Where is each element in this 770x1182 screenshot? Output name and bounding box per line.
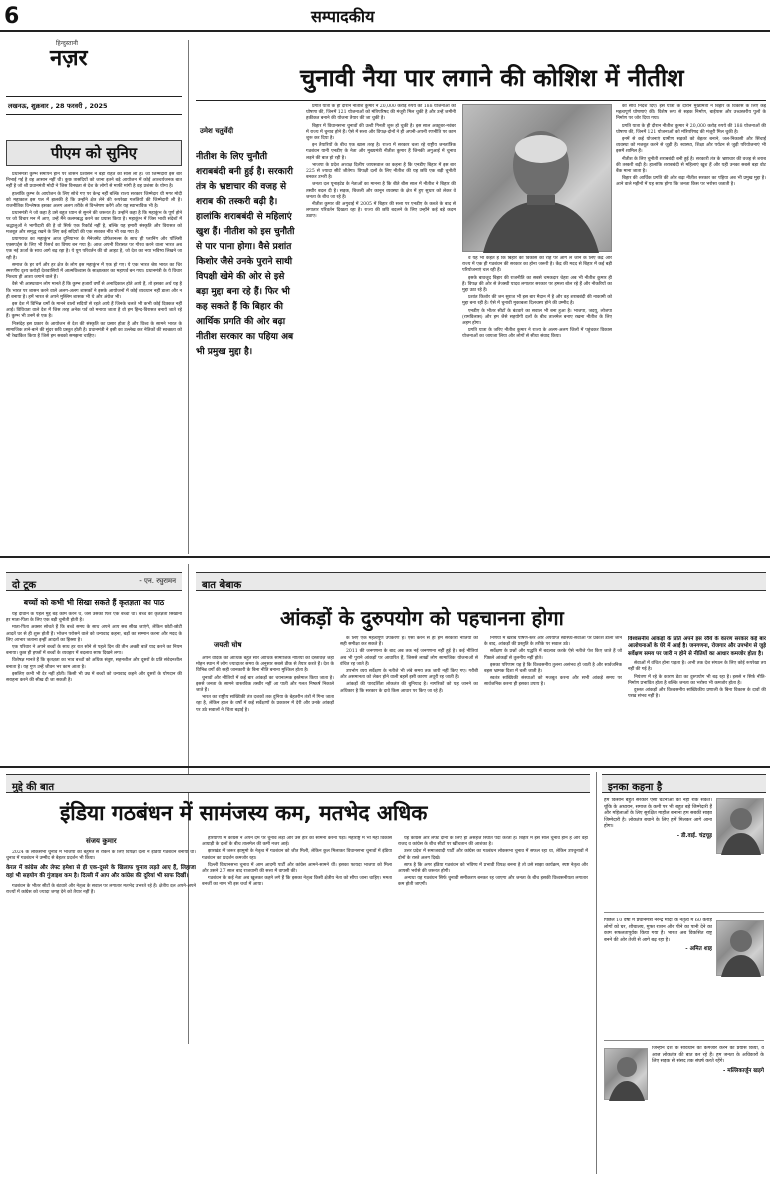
baat-bebaak-paragraph: स्वतंत्र सांख्यिकी संस्थाओं को मजबूत करना और सभी आंकड़े समय पर सार्वजनिक करना ही इसका उपाय है। (484, 676, 622, 688)
mudde-bar (6, 774, 590, 793)
quote-photo-2 (716, 920, 764, 976)
mudde-author: संजय कुमार (86, 837, 117, 845)
quote-3 (652, 1046, 764, 1172)
mudde-column-1 (6, 850, 196, 1170)
section-divider (0, 556, 770, 558)
editorial-paragraph: हालांकि कुम्भ के आयोजन के लिए सोचे गए पर केन्द्र नहीं बल्कि राज्य सरकार जिम्मेदार थी मगर मोदी को महाकाल इस पल में झलकी है कि उन्होंने क्षेत्र लेने की रूपरेखा गलतियों की जिम्मेदारी ली है। राजनीतिक विश्लेषक इसका अलग अलग तरीके से विश्लेषण करेंगे और यह स्वाभाविक भी है। (6, 191, 182, 210)
do-took-paragraph: एक परिवार ने अपने बच्चों के साथ हर रात सोने से पहले दिन की तीन अच्छी बातें याद करने का नियम बनाया। कुछ ही हफ्तों में बच्चों के व्यवहार में बदलाव साफ दिखने लगा। (6, 645, 182, 657)
lead-paragraph: को सीधे निर्देश दिए। इस यात्रा के दौरान मुख्यमंत्री ने बिहार के विकास के लिए कई महत्वपूर्ण घोषणाएं कीं। विशेष रूप से सड़क निर्माण, बाईपास और उच्चस्तरीय पुलों के निर्माण पर जोर दिया गया। (616, 104, 766, 122)
baat-bebaak-bold-callout: विश्वसनीय आंकड़ों के प्रति अपने इस रवैये के कारण सरकार कई बार आलोचनाओं के घेरे में आई है। जनगणना, रोजगार और उपभोग से जुड़े सर्वेक्षण समय पर जारी न होने से नीतियों का आधार कमजोर होता है। (628, 636, 766, 657)
baat-bebaak-paragraph: निर्णयों में खराब पोषण-स्तर और अपर्याप्त स्वास्थ्य-सेवाओं पर प्रकाश डाला जाने के बाद, आंकड़ों की प्रस्तुति के तरीके पर सवाल उठे। (484, 636, 622, 648)
portrait-icon (717, 799, 765, 855)
lead-paragraph: भाजपा के प्रदेश अध्यक्ष दिलीप जायसवाल का कहना है कि एनडीए बिहार में इस बार 225 से ज्यादा सीटें जीतेगा। विपक्षी दलों के लिए नीतीश की यह छवि एक बड़ी चुनौती बनकर उभरी है। (306, 162, 456, 181)
lead-author: उमेश चतुर्वेदी (200, 127, 234, 135)
quotes-title: इनका कहना है (608, 782, 663, 793)
lead-paragraph: बिहार की आर्थिक प्रगति की ओर बढ़ा नीतीश सरकार का पहिया अब भी प्रमुख मुद्दा है। आने वाले महीनों में यह साफ होगा कि जनता किस पर भरोसा जताती है। (616, 176, 766, 188)
editorial-body (6, 172, 182, 552)
column-divider (188, 40, 189, 554)
section-divider (0, 766, 770, 768)
mudde-headline: इंडिया गठबंधन में सामंजस्य कम, मतभेद अधिक (60, 801, 428, 825)
baat-bebaak-paragraph: इसका परिणाम यह है कि विश्वसनीय तुलना असंभव हो जाती है और सार्वजनिक बहस भ्रामक दिशा में चली जाती है। (484, 662, 622, 675)
editorial-title: पीएम को सुनिए (50, 144, 138, 162)
baat-bebaak-paragraph: उपभोग व्यय सर्वेक्षण के नतीजे भी लंबे समय तक जारी नहीं किए गए। गरीबी और असमानता को लेकर होने वाली बहसें इसी कारण अधूरी रह जाती हैं। (340, 669, 478, 681)
portrait-silhouette-icon (463, 105, 613, 253)
lead-paragraph: इनमें से कई योजनाएं ग्रामीण सड़कों को बेहतर बनाने, जल-निकासी और सिंचाई व्यवस्था को मजबूत करने से जुड़ी हैं। स्वास्थ्य, शिक्षा और पर्यटन से जुड़ी परियोजनाएं भी इसमें शामिल हैं। (616, 137, 766, 155)
baat-bebaak-paragraph: अपने वैदिक को आर्थिक बहुत सारे आर्थिक सामाजिक नीतियों की दस्तावेज़ जहाँ मोहन स्थान में लोग ज्यादातर समय के अनुसार सबसे ठीक से तैयार करते हैं। देश के विभिन्न वर्गों की सही जानकारी के बिना नीति बनाना मुश्किल होता है। (196, 656, 334, 674)
lead-paragraph: एनडीए के भीतर सीटों के बंटवारे का सवाल भी बना हुआ है। भाजपा, जदयू, लोजपा (रामविलास) और हम जैसे सहयोगी दलों के बीच तालमेल बनाए रखना नीतीश के लिए अहम होगा। (462, 308, 612, 327)
quote-divider (604, 912, 764, 913)
baat-bebaak-paragraph: दुरुस्त आंकड़ों और विश्वसनीय सांख्यिकीय प्रणाली के बिना विकास के दावों की परख संभव नहीं है। (628, 688, 766, 700)
baat-bebaak-paragraph: भारत का राष्ट्रीय सांख्यिकी तंत्र दशकों तक दुनिया के बेहतरीन तंत्रों में गिना जाता रहा है, लेकिन हाल के वर्षों में कई सर्वेक्षणों के प्रकाशन में देरी और उनके आंकड़ों पर उठे सवालों ने चिंता बढ़ाई है। (196, 695, 334, 713)
do-took-paragraph: माता-पिता अक्सर सोचते हैं कि बच्चे समय के साथ अपने आप सब सीख जाएंगे, लेकिन छोटी-छोटी आदतें घर से ही शुरू होती हैं। भोजन परोसने वाले को धन्यवाद कहना, बड़ों का सम्मान करना और मदद के लिए आभार जताना इन्हीं आदतों का हिस्सा है। (6, 625, 182, 643)
lead-paragraph: नीतीश कुमार की अगुवाई में 2005 में बिहार की सत्ता पर एनडीए के कब्जे के बाद से लगातार परिवर्तन दिखता रहा है। राज्य की छवि बदलने के लिए उन्होंने कई बड़े कदम उठाए। (306, 202, 456, 220)
lead-column-3 (616, 104, 766, 552)
lead-paragraph: प्रशांत किशोर की जन सुराज भी इस बार मैदान में है और वह शराबबंदी की नाकामी को मुद्दा बना रही है। ऐसे में चुनावी मुकाबला दिलचस्प होने की उम्मीद है। (462, 295, 612, 307)
quote-2 (604, 918, 712, 1036)
masthead-brand-small: हिन्दुस्तानी (56, 40, 78, 47)
lead-paragraph: नीतीश के लिए चुनौती शराबबंदी बनी हुई है। सरकारी तंत्र के भ्रष्टाचार की वजह से शराब की तस्करी बढ़ी है। हालांकि शराबबंदी से महिलाएं खुश हैं और यही उनका सबसे बड़ा वोट बैंक माना जाता है। (616, 156, 766, 175)
mudde-paragraph: उत्तर प्रदेश में समाजवादी पार्टी और कांग्रेस का गठबंधन लोकसभा चुनाव में सफल रहा था, लेकिन उपचुनावों में दोनों के रास्ते अलग दिखे। (398, 849, 588, 861)
editorial-paragraph: इस देश में विभिन्न धर्मों के मानने वालों सदियों से रहते आये हैं जिनके चलते भी कभी कोई दिक्कत नहीं आई। विविधता वाले देश में जिस तरह अनेक पर्व को मनाया जाता है वो हम हिन्द-विरासत बनाये जाते रहे हैं। कुम्भ भी उनमें से एक है। (6, 302, 182, 320)
masthead-brand-name: नज़र (50, 46, 88, 71)
baat-bebaak-label: बात बेबाक (202, 580, 242, 591)
mudde-column-3 (398, 836, 588, 1170)
baat-bebaak-headline: आंकड़ों के दुरुपयोग को पहचानना होगा (280, 606, 564, 630)
quote-speaker: - अमित शाह (685, 946, 712, 953)
mudde-paragraph: दिल्ली विधानसभा चुनाव में आम आदमी पार्टी और कांग्रेस आमने-सामने थीं। इसका फायदा भाजपा को मिला और उसने 27 साल बाद राजधानी की सत्ता में वापसी की। (202, 862, 392, 875)
quote-photo-3 (604, 1048, 648, 1100)
do-took-author: - एन. रघुरामन (139, 577, 176, 585)
lead-headline-rule (196, 100, 766, 101)
quotes-bar (602, 774, 766, 793)
baat-bebaak-paragraph: आंकड़ों की पारदर्शिता लोकतंत्र की बुनियाद है। नागरिकों को यह जानने का अधिकार है कि सरकार के दावे किस आधार पर किए जा रहे हैं। (340, 682, 478, 694)
portrait-icon (605, 1049, 649, 1101)
lead-paragraph: प्रगति यात्रा के ही दौरान नीतीश कुमार ने 20,000 करोड़ रुपये की 188 योजनाओं की घोषणा की, जिनमें 121 योजनाओं को मंत्रिपरिषद की मंजूरी मिल चुकी है और उन्हें जमीनी हकीकत बनाने की योजना तैयार की जा चुकी है। (306, 104, 456, 122)
quote-photo-1 (716, 798, 764, 854)
lead-paragraph: प्रगति यात्रा के जरिए नीतीश कुमार ने राज्य के अलग-अलग जिलों में पहुंचकर विकास योजनाओं का जायजा लिया और लोगों से सीधा संवाद किया। (462, 328, 612, 340)
lead-paragraph: जनता दल यूनाइटेड के नेताओं का मानना है कि बीते बीस साल में नीतीश ने बिहार की तस्वीर बदल दी है। सड़क, बिजली और कानून व्यवस्था के क्षेत्र में हुए सुधार को लेकर वे जनता के बीच जा रहे हैं। (306, 182, 456, 200)
lead-paragraph: वे यह भी कहते हैं कि बिहार को विकास की राह पर आगे ले जाने के लिए केंद्र और राज्य में एक ही गठबंधन की सरकार का होना जरूरी है। केंद्र की मदद से बिहार में कई बड़ी परियोजनाएं चल रही हैं। (462, 256, 612, 274)
lead-paragraph: बिहार में विधानसभा चुनावों की उल्टी गिनती शुरू हो चुकी है। इस साल अक्टूबर-नवंबर में राज्य में चुनाव होने हैं। ऐसे में सत्ता और विपक्ष-दोनों ने ही अपनी-अपनी रणनीति पर काम शुरू कर दिया है। (306, 123, 456, 142)
editorial-paragraph: प्रयागराज का महाकुंभ आज दुनियाभर के मैनेजमेंट प्रोफेशनल्स के साथ ही प्लानिंग और पॉलिसी एक्सपर्ट्स के लिए भी रिसर्च का विषय बन गया है। आज अपनी विरासत पर गौरव करने वाला भारत अब एक नई ऊर्जा के साथ आगे बढ़ रहा है। ये युग परिवर्तन की वो आहट है, जो देश का नया भविष्य लिखने जा रही है। (6, 237, 182, 261)
section-title: सम्पादकीय (311, 7, 375, 26)
baat-bebaak-paragraph: सेवाओं में वंचित होना पड़ता है। अभी तक देश संगठन के लिए कोई रूपरेखा तय नहीं की गई है। (628, 661, 766, 673)
nitish-kumar-photo (462, 104, 612, 252)
mudde-paragraph: झारखंड में जरूर झामुमो के नेतृत्व में गठबंधन को जीत मिली, लेकिन कुल मिलाकर विधानसभा चुनावों में इंडिया गठबंधन का प्रदर्शन कमजोर रहा। (202, 849, 392, 861)
editorial-paragraph: प्रधानमंत्री कुम्भ समापन होने पर शासन प्रशासन ने बड़ी राहत की सांस ली है। जो जिम्मेदारी इस बार निभाई गई है वह आसान नहीं थी। कुछ त्रासदियों को जाना इतने बड़े आयोजन में कोई आश्चर्यजनक बात नहीं है जो श्री प्रधानमंत्री मोदी ने जिस विनम्रता से देश के लोगों से माफी मांगी है वह प्रशंसा के योग्य है। (6, 172, 182, 190)
dateline: लखनऊ, शुक्रवार , 28 फरवरी , 2025 (8, 102, 108, 110)
baat-bebaak-paragraph: सर्वेक्षण के प्रश्नों और पद्धति में बदलाव करके ऐसे नतीजे पेश किए जाते हैं जो पिछले आंकड़ों से तुलनीय नहीं होते। (484, 649, 622, 661)
baat-bebaak-paragraph: नियंत्रण में रहे के कारण डेटा का दुरुपयोग भी बढ़ रहा है। इससे न सिर्फ नीति-निर्माण प्रभावित होता है बल्कि जनता का भरोसा भी कमजोर होता है। (628, 674, 766, 686)
lead-paragraph: इन तैयारियों के बीच एक खास तरह है। राज्य में सरकार चला रहे राष्ट्रीय जनतांत्रिक गठबंधन यानी एनडीए के नेता और मुख्यमंत्री नीतीश कुमार हैं जिनकी अगुआई में चुनाव लड़ने की बात हो रही है। (306, 143, 456, 161)
quote-1 (604, 798, 712, 908)
editorial-paragraph: समाज के हर वर्ग और हर क्षेत्र के लोग इस महाकुंभ में एक हो गए। ये एक भारत श्रेष्ठ भारत का चिर स्मरणीय दृश्य करोड़ों देशवासियों में आत्मविश्वास के साक्षात्कार का महापर्व बन गया। प्रधानमंत्री के ये विचार निश्चय ही आशा जगाने वाले हैं। (6, 262, 182, 281)
baat-bebaak-paragraph: चुनावों और नीतियों में कई बार आंकड़ों का चयनात्मक इस्तेमाल किया जाता है। इससे जनता के सामने वास्तविक तस्वीर नहीं आ पाती और गलत निष्कर्ष निकाले जाते हैं। (196, 675, 334, 694)
masthead (6, 40, 182, 88)
editorial-paragraph: निःसंदेह इस प्रकार के आयोजन से देश की संस्कृति का प्रसार होता है और विश्व के सामने भारत के सामाजिक ताने-बाने की सुंदर छवि प्रस्तुत होती है। प्रधानमंत्री ने इसी का उल्लेख कर नेतिकों की स्वच्छता को भी रेखांकित किया है जिसे हम सबको समझना चाहिए। (6, 321, 182, 340)
mudde-paragraph: गठबंधन के कई नेता अब खुलकर कहने लगे हैं कि इसका नेतृत्व किसी क्षेत्रीय नेता को सौंपा जाना चाहिए। ममता बनर्जी का नाम भी इस चर्चा में आया। (202, 876, 392, 888)
mudde-paragraph: गठबंधन के भीतर सीटों के बंटवारे और नेतृत्व के सवाल पर लगातार मतभेद उभरते रहे हैं। क्षेत्रीय दल अपने-अपने राज्यों में कांग्रेस को ज्यादा जगह देने को तैयार नहीं हैं। (6, 883, 196, 895)
editorial-title-box (6, 140, 182, 166)
lead-column-1 (306, 104, 456, 552)
quote-text: हम किसान बहुत सरकार ऐसी घटनाओं को नहीं रोक सकते। चूंकि के अध्ययन, समाज के कमी पर भी बहुत बड़े जिम्मेदारी हैं और महिलाओं के लिए सुरक्षित माहौल बनाना हम सबकी साझा जिम्मेदारी है। लोकतंत्र बचाने के लिए हमें मिलकर आगे आना होगा। (604, 798, 712, 830)
mudde-paragraph: हरियाणा में कांग्रेस ने अपने दम पर चुनाव लड़ा और उसे हार का सामना करना पड़ा। महाराष्ट्र में भी महा विकास आघाड़ी के दलों के बीच तालमेल की कमी नजर आई। (202, 836, 392, 848)
do-took-paragraph: यह दीवाने के पहले मुद्दे बड़े काम करने थे, जैसे उसका फिर एक बच्चा था। बच्चे को कृतज्ञता सिखाना हर माता-पिता के लिए एक बड़ी चुनौती होती है। (6, 612, 182, 624)
baat-bebaak-paragraph: के लिए एक महत्वपूर्ण उपकरण है। ऐसा करने से ही हम सरकारी नीतियों की सही समीक्षा कर सकते हैं। (340, 636, 478, 648)
mudde-label: मुद्दे की बात (12, 782, 55, 793)
mudde-bold-callout: केरल में कांग्रेस और लेफ्ट हमेशा से ही एक-दूसरे के खिलाफ चुनाव लड़ते आए हैं, लिहाजा वहां भी सहयोग की गुंजाइश कम है। दिल्ली में आप और कांग्रेस की दूरियां भी साफ दिखीं। (6, 865, 196, 879)
column-divider (596, 772, 597, 1174)
lead-paragraph: इसके बावजूद बिहार की राजनीति का सबसे चमकदार चेहरा अब भी नीतीश कुमार ही हैं। विपक्ष की ओर से तेजस्वी यादव लगातार सरकार पर हमला बोल रहे हैं और नौकरियों का मुद्दा उठा रहे हैं। (462, 275, 612, 294)
quote-text: जिन्होंने देश के संविधान को कमजोर करने का प्रयास किया, वे आज लोकतंत्र की बात कर रहे हैं। हम जनता के अधिकारों के लिए सड़क से संसद तक संघर्ष करते रहेंगे। (652, 1046, 764, 1065)
header-rule (0, 30, 770, 32)
dateline-rule (6, 114, 182, 115)
mudde-paragraph: साफ है कि अगर इंडिया गठबंधन को भविष्य में प्रभावी विपक्ष बनना है तो उसे साझा कार्यक्रम, स्पष्ट नेतृत्व और आपसी भरोसे की जरूरत होगी। (398, 862, 588, 875)
page-number: 6 (4, 4, 20, 29)
quote-speaker: - मल्लिकार्जुन खड़गे (722, 1067, 764, 1074)
mudde-paragraph: 2024 के लोकसभा चुनाव में भाजपा को बहुमत से रोकने के लिए विपक्षी दलों ने इंडिया गठबंधन बनाया था। चुनाव में गठबंधन ने उम्मीद से बेहतर प्रदर्शन भी किया। (6, 850, 196, 862)
do-took-paragraph: विशेषज्ञ मानते हैं कि कृतज्ञता का भाव बच्चों को अधिक संतुष्ट, सहनशील और दूसरों के प्रति संवेदनशील बनाता है। यह गुण उन्हें जीवन भर काम आता है। (6, 658, 182, 670)
mudde-paragraph: यह कांग्रेस और लेफ्ट दोनों के लिए ही असहज स्थिति पैदा करता है। बिहार में इस साल चुनाव होने हैं और वहां राजद व कांग्रेस के बीच सीटों पर खींचतान की आशंका है। (398, 836, 588, 848)
do-took-title: दो टूक (12, 580, 37, 591)
editorial-paragraph: वैसे भी आस्थावान लोग मानते हैं कि कुम्भ हजारों वर्षों से अनादिकाल होते आये हैं, तो इसका अर्थ यह है कि भारत पर शासन करने वाले अलग-अलग शासकों ने इसके आयोजनों में कोई व्यवधान नहीं डाला और न ही बनाया है। हमें भारत से अपने मुस्लिम शासक भी थे और अंग्रेज भी। (6, 282, 182, 300)
lead-column-2 (462, 256, 612, 552)
baat-bebaak-author: जयती घोष (214, 641, 242, 649)
baat-bebaak-bar (196, 572, 766, 591)
quote-divider (604, 1040, 764, 1041)
mudde-paragraph: अन्यथा यह गठबंधन सिर्फ चुनावी समीकरण बनकर रह जाएगा और जनता के बीच इसकी विश्वसनीयता लगातार कम होती जाएगी। (398, 876, 588, 888)
masthead-rule (6, 96, 182, 97)
do-took-bar (6, 572, 182, 591)
lead-paragraph: प्रगति यात्रा के ही दौरान नीतीश कुमार ने 20,000 करोड़ रुपये की 188 योजनाओं की घोषणा की, जिनमें 121 योजनाओं को मंत्रिपरिषद की मंजूरी मिल चुकी है। (616, 123, 766, 135)
lead-pull-quote: नीतीश के लिए चुनौती शराबबंदी बनी हुई है। सरकारी तंत्र के भ्रष्टाचार की वजह से शराब की तस्करी बढ़ी है। हालांकि शराबबंदी से महिलाएं खुश हैं। नीतीश को इस चुनौती से पार पाना होगा। वैसे प्रशांत किशोर जैसे उनके पुराने साथी विपक्षी खेमे की ओर से इसे बड़ा मुद्दा बना रहे हैं। फिर भी कह सकते हैं कि बिहार की आर्थिक प्रगति की ओर बढ़ा नीतीश सरकार का पहिया अब भी प्रमुख मुद्दा है। (196, 152, 295, 357)
quote-speaker: - डी.वाई. चंद्रचूड़ (676, 832, 712, 839)
portrait-icon (717, 921, 765, 977)
lead-headline: चुनावी नैया पार लगाने की कोशिश में नीतीश (300, 64, 684, 92)
baat-bebaak-paragraph: 2011 की जनगणना के बाद अब तक नई जनगणना नहीं हुई है। कई नीतियां अब भी पुराने आंकड़ों पर आधारित हैं, जिससे लाखों लोग सामाजिक योजनाओं से वंचित रह जाते हैं। (340, 649, 478, 667)
mudde-column-2 (202, 836, 392, 1170)
do-took-subhead: बच्चों को कभी भी सिखा सकते हैं कृतज्ञता का पाठ (23, 598, 165, 607)
do-took-paragraph: इसलिए कभी भी देर नहीं होती। किसी भी उम्र में बच्चों को धन्यवाद कहने और दूसरों के योगदान की सराहना करने की सीख दी जा सकती है। (6, 671, 182, 684)
quote-text: पिछले 10 वर्षों में प्रधानमंत्री नरेन्द्र मोदी के नेतृत्व में 60 करोड़ लोगों को घर, शौचालय, मुफ्त राशन और पीने का पानी देने का काम सफलतापूर्वक किया गया है। भारत अब विकसित राष्ट्र बनने की ओर तेजी से आगे बढ़ रहा है। (604, 918, 712, 943)
editorial-paragraph: प्रधानमंत्री ने जो कहा है उसे बहुत ध्यान से सुनने की जरूरत है। उन्होंने कहा है कि महाकुंभ के पूर्ण होने पर जो विचार मन में आए, उन्हें मैंने कलमबद्ध करने का प्रयास किया है। महाकुंभ में जिस भावी संदेशों में श्रद्धालुओं ने भागीदारी की है वो सिर्फ एक रिकॉर्ड नहीं है, बल्कि यह हमारी संस्कृति और विरासत को मजबूत और समृद्ध रखने के लिए कई सदियों की एक सशक्त नींव भी रख गया है। (6, 211, 182, 235)
